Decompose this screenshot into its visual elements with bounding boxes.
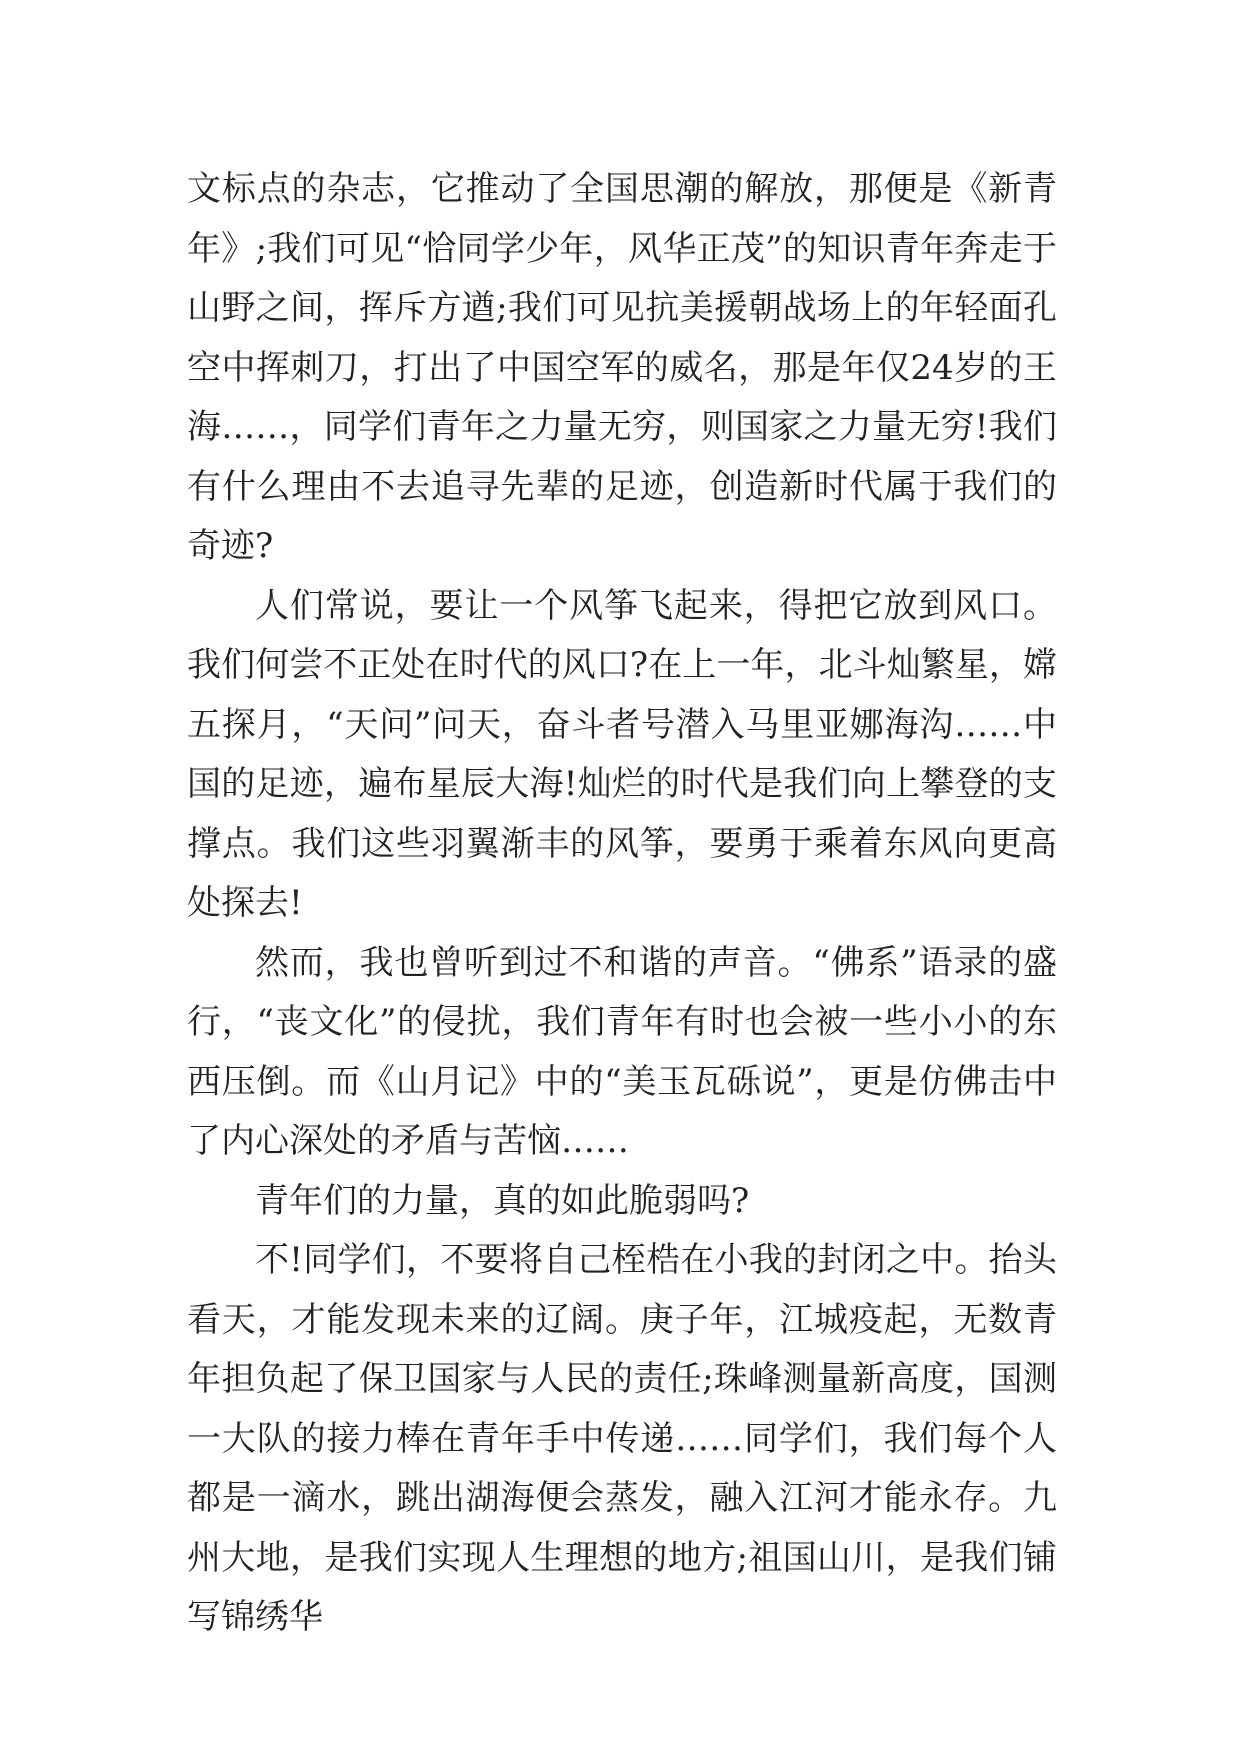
- paragraph-2: 人们常说，要让一个风筝飞起来，得把它放到风口。我们何尝不正处在时代的风口?在上一年，北斗灿繁星，嫦五探月，“天问”问天，奋斗者号潜入马里亚娜海沟……中国的足迹，遍布星辰大海!灿烂的时代是我们向上攀登的支撑点。我们这些羽翼渐丰的风筝，要勇于乘着东风向更高处探去!: [187, 585, 1057, 923]
- paragraph-1: 文标点的杂志，它推动了全国思潮的解放，那便是《新青年》;我们可见“恰同学少年，风华正茂”的知识青年奔走于山野之间，挥斥方遒;我们可见抗美援朝战场上的年轻面孔空中挥刺刀，打出了中国空军的威名，那是年仅24岁的王海……，同学们青年之力量无穷，则国家之力量无穷!我们有什么理由不去追寻先辈的足迹，创造新时代属于我们的奇迹?: [187, 169, 1057, 566]
- paragraph-4: 青年们的力量，真的如此脆弱吗?: [255, 1180, 750, 1221]
- paragraph-5: 不!同学们，不要将自己桎梏在小我的封闭之中。抬头看天，才能发现未来的辽阔。庚子年，江城疫起，无数青年担负起了保卫国家与人民的责任;珠峰测量新高度，国测一大队的接力棒在青年手中传递……同学们，我们每个人都是一滴水，跳出湖海便会蒸发，融入江河才能永存。九州大地，是我们实现人生理想的地方;祖国山川，是我们铺写锦绣华: [187, 1240, 1058, 1637]
- paragraph-3: 然而，我也曾听到过不和谐的声音。“佛系”语录的盛行，“丧文化”的侵扰，我们青年有时也会被一些小小的东西压倒。而《山月记》中的“美玉瓦砾说”，更是仿佛击中了内心深处的矛盾与苦恼……: [187, 942, 1057, 1161]
- document-body: [187, 160, 1057, 1648]
